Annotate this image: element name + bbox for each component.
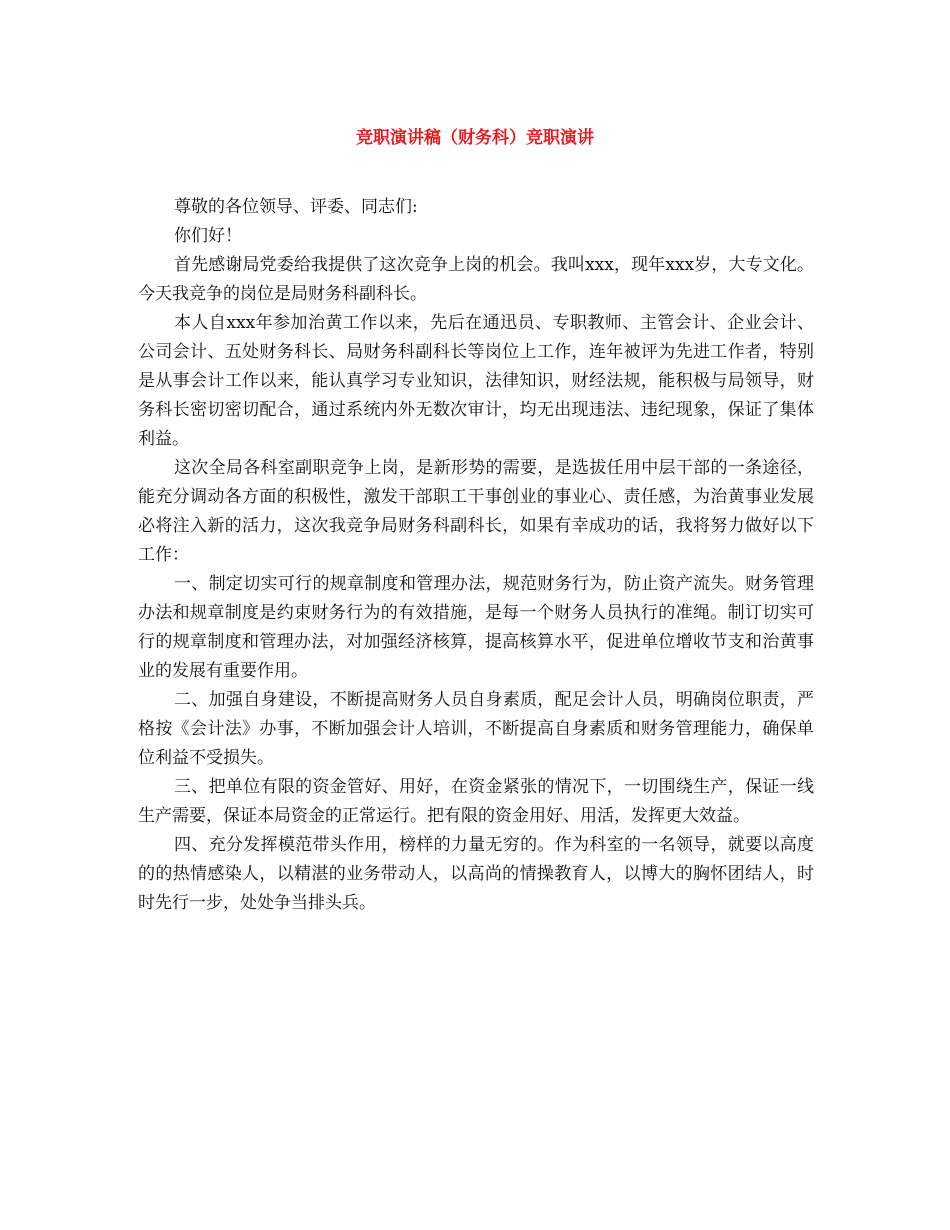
- greeting: 你们好！: [174, 226, 242, 246]
- paragraph-point-2: 二、加强自身建设，不断提高财务人员自身素质，配足会计人员，明确岗位职责，严格按《会计法》办事，不断加强会计人培训，不断提高自身素质和财务管理能力，确保单位利益不受损失。: [138, 690, 814, 768]
- paragraph-purpose: 这次全局各科室副职竞争上岗，是新形势的需要，是选拔任用中层干部的一条途径，能充分调动各方面的积极性，激发干部职工干事创业的事业心、责任感，为治黄事业发展必将注入新的活力，这次我竞争局财务科副科长，如果有幸成功的话，我将努力做好以下工作：: [138, 458, 814, 565]
- paragraph-point-3: 三、把单位有限的资金管好、用好，在资金紧张的情况下，一切围绕生产，保证一线生产需要，保证本局资金的正常运行。把有限的资金用好、用活，发挥更大效益。: [138, 777, 814, 826]
- document-title: 竞职演讲稿（财务科）竞职演讲: [356, 128, 594, 148]
- paragraph-point-1: 一、制定切实可行的规章制度和管理办法，规范财务行为，防止资产流失。财务管理办法和规章制度是约束财务行为的有效措施，是每一个财务人员执行的准绳。制订切实可行的规章制度和管理办法，对加强经济核算，提高核算水平，促进单位增收节支和治黄事业的发展有重要作用。: [138, 574, 814, 681]
- document-body: [138, 193, 814, 918]
- paragraph-intro: 首先感谢局党委给我提供了这次竞争上岗的机会。我叫xxx，现年xxx岁，大专文化。今天我竞争的岗位是局财务科副科长。: [138, 255, 814, 304]
- salutation: 尊敬的各位领导、评委、同志们:: [174, 197, 418, 217]
- paragraph-experience: 本人自xxx年参加治黄工作以来，先后在通迅员、专职教师、主管会计、企业会计、公司会计、五处财务科长、局财务科副科长等岗位上工作，连年被评为先进工作者，特别是从事会计工作以来，能认真学习专业知识，法律知识，财经法规，能积极与局领导，财务科长密切密切配合，通过系统内外无数次审计，均无出现违法、违纪现象，保证了集体利益。: [138, 313, 814, 449]
- paragraph-point-4: 四、充分发挥模范带头作用，榜样的力量无穷的。作为科室的一名领导，就要以高度的的热情感染人，以精湛的业务带动人，以高尚的情操教育人，以博大的胸怀团结人，时时先行一步，处处争当排头兵。: [138, 835, 814, 913]
